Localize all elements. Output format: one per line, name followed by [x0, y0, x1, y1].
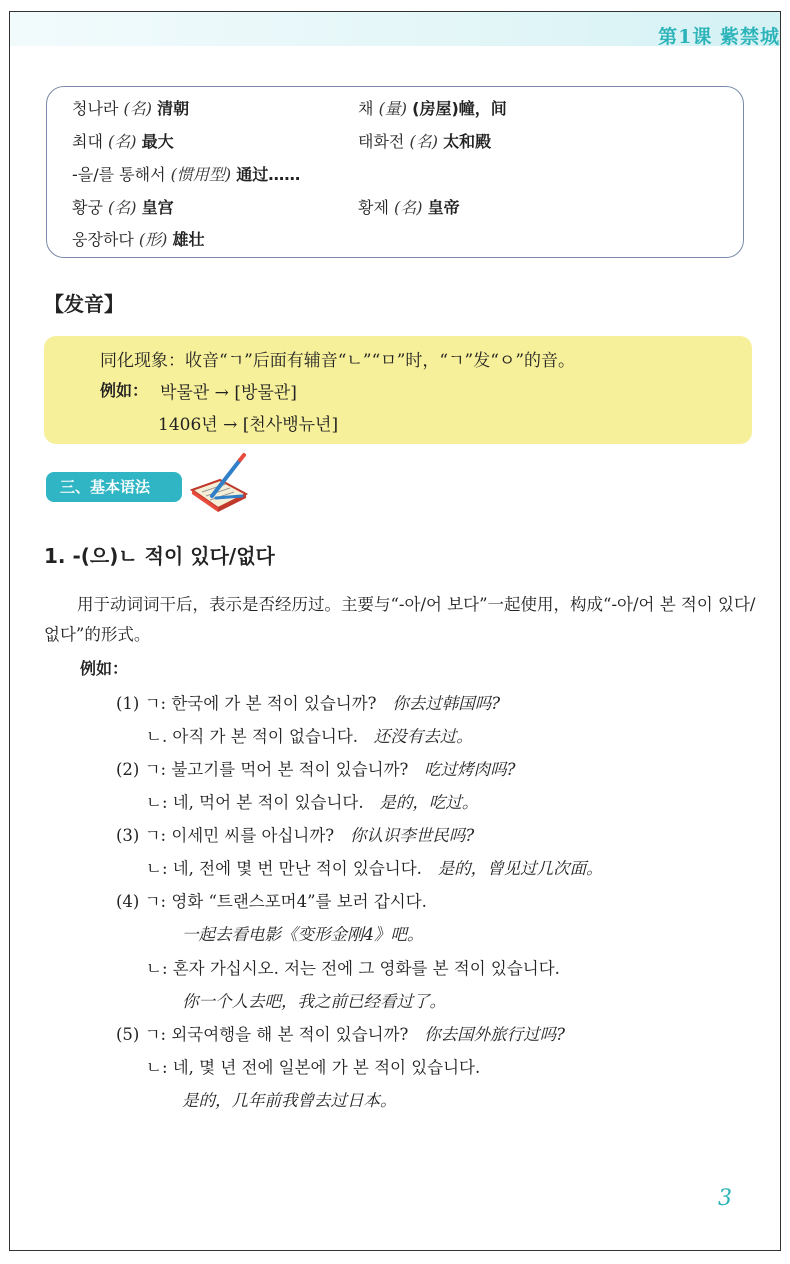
example-line: 你一个人去吧，我之前已经看过了。 [182, 992, 446, 1011]
pronunciation-example: 박물관 → [방물관] [160, 383, 297, 403]
example-line: (2) ㄱ: 불고기를 먹어 본 적이 있습니까? 吃过烤肉吗? [116, 760, 516, 779]
example-line: (5) ㄱ: 외국여행을 해 본 적이 있습니까? 你去国外旅行过吗? [116, 1025, 566, 1044]
pronunciation-example-label: 例如： [100, 381, 149, 400]
example-line: ㄴ: 네, 먹어 본 적이 있습니다. 是的，吃过。 [146, 793, 479, 812]
lesson-header: 第1课 紫禁城 [658, 26, 780, 48]
example-line: ㄴ: 네, 몇 년 전에 일본에 가 본 적이 있습니다. [146, 1058, 481, 1077]
pronunciation-example: 1406년 → [천사뱅뉴년] [158, 415, 339, 435]
vocab-item: 황제 (名) 皇帝 [358, 198, 460, 217]
pronunciation-title: 【发音】 [44, 292, 124, 316]
example-line: 一起去看电影《变形金刚4》吧。 [182, 925, 424, 944]
example-line: 是的，几年前我曾去过日本。 [182, 1091, 397, 1110]
vocab-item: 태화전 (名) 太和殿 [358, 132, 492, 151]
example-line: (3) ㄱ: 이세민 씨를 아십니까? 你认识李世民吗? [116, 826, 475, 845]
example-line: (4) ㄱ: 영화 “트랜스포머4”를 보러 갑시다. [116, 892, 427, 911]
vocab-item: 최대 (名) 最大 [72, 132, 174, 151]
grammar-heading: 1. -(으)ㄴ 적이 있다/없다 [44, 544, 275, 568]
notebook-pencil-icon [186, 452, 254, 512]
vocab-item: 청나라 (名) 清朝 [72, 99, 190, 118]
vocab-item: 황궁 (名) 皇宫 [72, 198, 174, 217]
example-line: (1) ㄱ: 한국에 가 본 적이 있습니까? 你去过韩国吗? [116, 694, 501, 713]
example-line: ㄴ: 네, 전에 몇 번 만난 적이 있습니다. 是的，曾见过几次面。 [146, 859, 603, 878]
section-badge: 三、基本语法 [46, 472, 182, 502]
grammar-explanation: 用于动词词干后，表示是否经历过。主要与“-아/어 보다”一起使用，构成“-아/어 본 적이 있다/없다”的形式。 [44, 595, 756, 644]
example-label: 例如： [80, 659, 129, 678]
vocab-item: 웅장하다 (形) 雄壮 [72, 230, 205, 249]
example-line: ㄴ: 혼자 가십시오. 저는 전에 그 영화를 본 적이 있습니다. [146, 959, 560, 978]
page-number: 3 [718, 1186, 732, 1211]
vocab-item: -을/를 통해서 (惯用型) 通过…… [72, 165, 301, 184]
example-line: ㄴ. 아직 가 본 적이 없습니다. 还没有去过。 [146, 727, 473, 746]
vocab-item: 채 (量) (房屋)幢，间 [358, 99, 507, 118]
pronunciation-rule: 同化现象：收音“ㄱ”后面有辅音“ㄴ”“ㅁ”时，“ㄱ”发“ㅇ”的音。 [100, 351, 576, 371]
